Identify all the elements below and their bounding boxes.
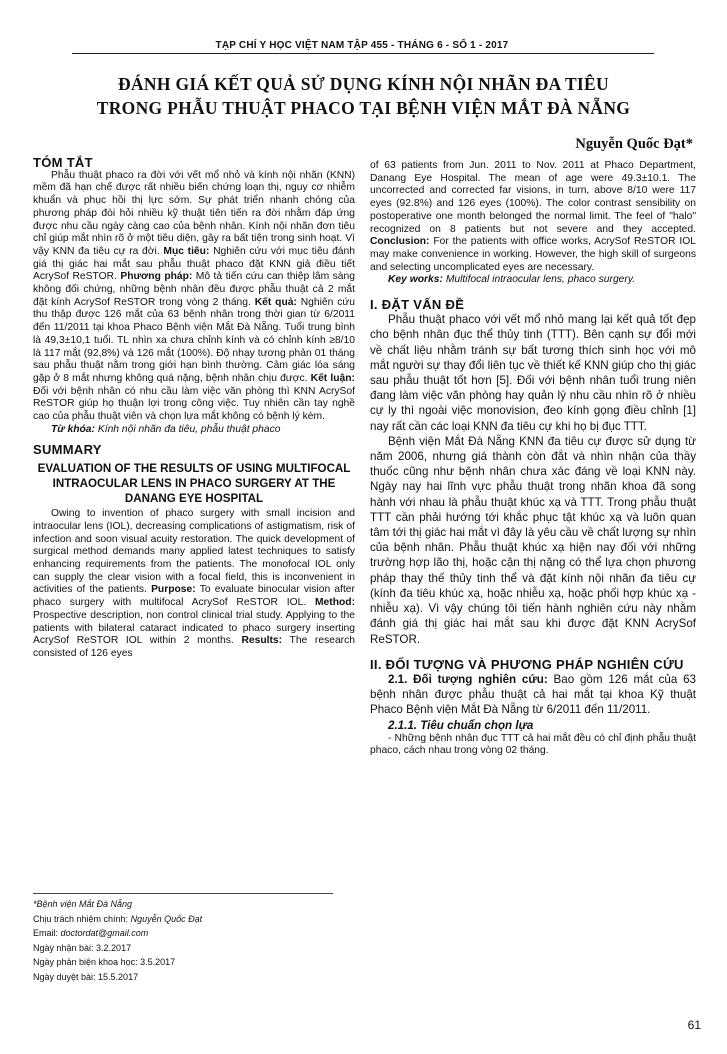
footnote-rule [33, 893, 333, 894]
summary-title: EVALUATION OF THE RESULTS OF USING MULTIFOCAL INTRAOCULAR LENS IN PHACO SURGERY AT THE DANANG EYE HOSPITAL [37, 462, 351, 506]
ppnc-text: Mô tả tiến cứu can thiệp lâm sàng không đối chứng, những bệnh nhân đều được phẫu thuật cả 2 mắt đặt kính AcrySof ReSTOR trong vòng 2 tháng. [33, 271, 355, 308]
purpose-text: To evaluate binocular vision after phaco surgery with multifocal AcrySof ReSTOR IOL. [33, 584, 355, 609]
right-column [370, 160, 696, 758]
author-name: Nguyễn Quốc Đạt* [575, 136, 693, 152]
received-date: Ngày nhận bài: 3.2.2017 [33, 942, 132, 953]
conclusion-text: For the patients with office works, AcrySof ReSTOR IOL may make convenience in working. However, the high skill of surgeons and selecting uncomplicated eyes are necessary. [370, 236, 696, 273]
tomtat-heading: TÓM TẮT [33, 155, 93, 170]
section1-paragraph-1: Phẫu thuật phaco với vết mổ nhỏ mang lại kết quả tốt đẹp cho bệnh nhân đục thể thủy tinh (TTT). Bên cạnh sự đổi mới về chất liệu nhằm tránh sự bất tương thích sinh học với mô mắt người sự thay đổi liên tục về thiết kế KNN giúp cho thị giác sau phẫu thuật tốt hơn [5]. Đối với bệnh nhân tuổi trung niên đang làm việc văn phòng hay quản lý nhu cầu nhìn rõ ở nhiều cự ly thì ngoài việc monovision, đeo kính gọng điều chỉnh [1] nay rất cần các loại KNN đa tiêu cự khi họ bị đục TTT. [370, 313, 696, 433]
email-address[interactable]: doctordat@gmail.com [60, 928, 149, 938]
accepted-date: Ngày duyệt bài: 15.5.2017 [33, 971, 139, 982]
keywords-text: Multifocal intraocular lens, phaco surgery. [445, 274, 636, 286]
tukhoa-line [33, 424, 355, 437]
results-label: Results: [241, 635, 283, 647]
section2-1-paragraph [370, 672, 696, 718]
article-title [60, 72, 667, 120]
purpose-label: Purpose: [151, 584, 196, 596]
muctieu-label: Mục tiêu: [163, 245, 210, 257]
section1-heading: I. ĐẶT VẤN ĐỀ [370, 297, 465, 313]
tomtat-intro: Phẫu thuật phaco ra đời với vết mổ nhỏ và kính nội nhãn (KNN) mềm đã hạn chế được rất nhiều biến chứng loạn thị, nguy cơ nhiễm khuẩn và phục hồi thị lực sớm. Sự phát triển nhanh chóng của phương pháp đòi hỏi nhiều kỹ thuật tiên tiến ra đời nhằm đáp ứng được nhu cầu ngày càng cao của bệnh nhân. Kính nội nhãn đơn tiêu chỉ giúp mắt nhìn rõ ở một tiêu diện, gây ra bất tiện trong sinh hoạt. Vì vậy KNN đa tiêu cự ra đời. [33, 169, 355, 257]
responsible-name: Nguyễn Quốc Đạt [130, 913, 203, 924]
ppnc-label: Phương pháp: [120, 271, 193, 283]
muctieu-text: Nghiên cứu với mục tiêu đánh giá thị giác hai mắt sau phẫu thuật phaco đặt KNN giả điều tiết AcrySof ReSTOR. [33, 245, 355, 283]
tukhoa-label: Từ khóa: [51, 423, 95, 435]
summary-heading: SUMMARY [33, 442, 102, 458]
footnotes [33, 897, 233, 984]
title-line-2: TRONG PHẪU THUẬT PHACO TẠI BỆNH VIỆN MẮT ĐÀ NẴNG [96, 98, 631, 118]
reviewed-date: Ngày phản biện khoa học: 3.5.2017 [33, 957, 176, 967]
ketqua-label: Kết quả: [254, 296, 297, 308]
results-text-right: of 63 patients from Jun. 2011 to Nov. 2011 at Phaco Department, Danang Eye Hospital. The mean of age were 49.3±10.1. The uncorrected and corrected far visions, in turn, above 8/10 were 117 eyes (92.8%) and 126 eyes (100%). The color contrast sensibility on postoperative one month belonged the normal limit. The feel of "halo" recognized on 8 patients but not severe and they accepted. [370, 160, 696, 235]
keywords-label: Key works: [388, 274, 443, 286]
responsible-label: Chịu trách nhiệm chính: [33, 913, 129, 924]
header-rule [72, 53, 654, 54]
method-label: Method: [314, 597, 355, 609]
method-text: Prospective description, non control clinical trial study. Applying to the patients with bilateral cataract indicated to phaco surgery inserting AcrySof ReSTOR IOL within 2 months. [33, 609, 355, 647]
email-label: Email: [33, 928, 59, 938]
title-line-1: ĐÁNH GIÁ KẾT QUẢ SỬ DỤNG KÍNH NỘI NHÃN ĐA TIÊU [118, 74, 609, 94]
tukhoa-text: Kính nội nhãn đa tiêu, phẫu thuật phaco [97, 423, 281, 435]
summary-body [33, 508, 355, 660]
left-column [33, 157, 355, 661]
criteria-bullet-1: - Những bệnh nhân đục TTT cả hai mắt đều có chỉ định phẫu thuật phaco, cách nhau trong vòng 02 tháng. [370, 732, 696, 757]
page-number: 61 [687, 1018, 701, 1032]
keywords-line [370, 274, 696, 287]
section2-1-1-heading: 2.1.1. Tiêu chuẩn chọn lựa [388, 718, 534, 732]
summary-continued [370, 160, 696, 274]
summary-intro: Owing to invention of phaco surgery with small incision and intraocular lens (IOL), decreasing complications of astigmatism, risk of infection and soon visual acuity restoration. The quick development of surgical method demands many applied latest techniques to satisfy enhancing requirements from the patients. The monofocal IOL only can supply the clear vision with a focal field, this is inconvenient in activities of the patients. [33, 508, 355, 596]
journal-header: TẠP CHÍ Y HỌC VIỆT NAM TẬP 455 - THÁNG 6 - SỐ 1 - 2017 [215, 40, 509, 51]
ketqua-text: Nghiên cứu thu thập được 126 mắt của 63 bệnh nhân trong thời gian từ 6/2011 đến 11/2011 tại khoa Phaco Bệnh viện Mắt Đà Nẵng. Tuổi trung bình là 49,3±10,1 tuổi. TL nhìn xa chưa chỉnh kính và có chỉnh kính ≥8/10 là 117 mắt (92,8%) và 126 mắt (100%). Độ nhạy tương phản 01 tháng sau phẫu thuật nằm trong giới hạn bình thường. Cảm giác lóa sáng gặp ở 8 mắt nhưng không quá nặng, bệnh nhân chịu được. [33, 296, 355, 384]
affiliation: *Bệnh viện Mắt Đà Nẵng [33, 899, 133, 909]
tomtat-body [33, 170, 355, 424]
section2-heading: II. ĐỐI TƯỢNG VÀ PHƯƠNG PHÁP NGHIÊN CỨU [370, 656, 684, 672]
email-line [33, 926, 233, 941]
section2-1-text: Bao gồm 126 mắt của 63 bệnh nhân được phẫu thuật cả hai mắt tại khoa Kỹ thuật Phaco Bệnh viện Mắt Đà Nẵng từ 6/2011 đến 11/2011. [370, 672, 696, 717]
section2-1-label: 2.1. Đối tượng nghiên cứu: [388, 672, 548, 686]
ketluan-text: Đối với bệnh nhân có nhu cầu làm việc văn phòng thì KNN AcrySof ReSTOR giúp họ thuận lợi trong công việc. Tuy nhiên cần tay nghề cao của phẫu thuật viên và chọn lựa mắt không có bệnh lý kèm. [33, 385, 355, 423]
responsible-author [33, 912, 233, 927]
results-text-left: The research consisted of 126 eyes [33, 635, 355, 659]
section1-paragraph-2: Bệnh viện Mắt Đà Nẵng KNN đa tiêu cự được sử dụng từ năm 2006, nhưng giá thành còn đắt và nhìn nhận của thầy thuốc cũng như bệnh nhân chưa xác đáng về loại KNN này. Ngày nay hai lĩnh vực phẫu thuật trong nhãn khoa đã song hành với nhau là phẫu thuật khúc xạ và TTT. Trong phẫu thuật TTT cần phải hướng tới khắc phục tật khúc xạ và luôn quan tâm tới thị giác hai mắt vì đây là yêu cầu về chất lượng sự nhìn của bệnh nhân. Phẫu thuật khúc xạ hiện nay đối với những trường hợp lão thị, hoặc cận thị nặng có thể lựa chọn phương pháp thay thế thủy tinh thể và đặt kính nội nhãn đa tiêu cự (kính đa tiêu khúc xạ, hoặc nhiễu xạ, hoặc phối hợp khúc xạ - nhiễu xạ). Vì vậy chúng tôi tiến hành nghiên cứu này nhằm đánh giá thị giác hai mắt sau khi được đặt KNN AcrySof ReSTOR. [370, 434, 696, 646]
conclusion-label: Conclusion: [370, 236, 430, 248]
ketluan-label: Kết luận: [310, 372, 355, 384]
